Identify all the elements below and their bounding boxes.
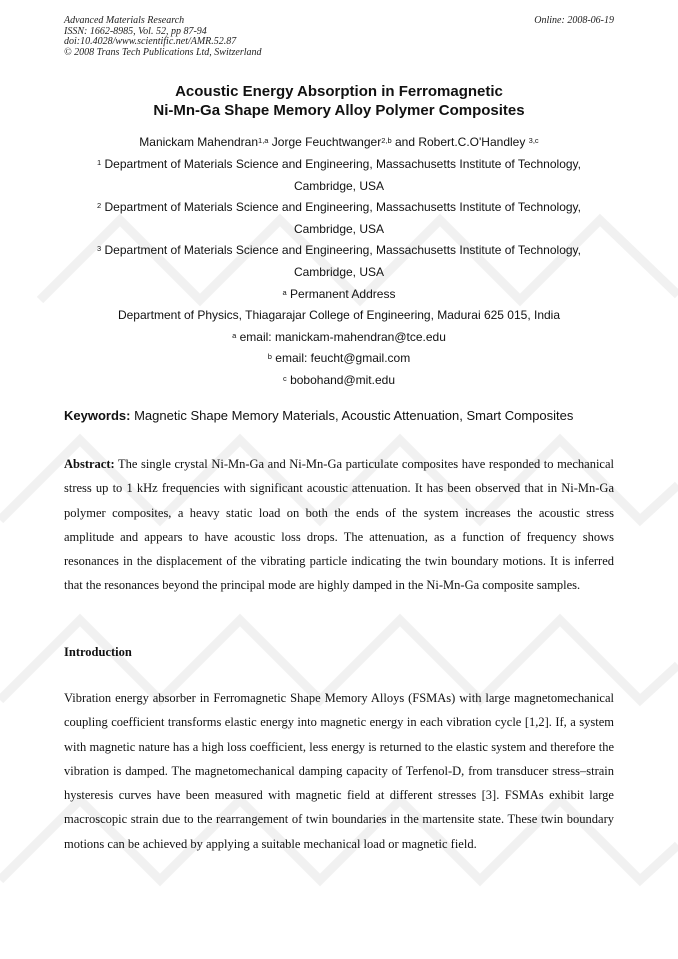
affiliation-3 xyxy=(60,240,618,283)
issn-line: ISSN: 1662-8985, Vol. 52, pp 87-94 xyxy=(64,25,207,37)
title-line-1: Acoustic Energy Absorption in Ferromagnetic xyxy=(175,83,503,100)
author-3: and Robert.C.O'Handley xyxy=(391,135,529,149)
affiliation-2-line1: Department of Materials Science and Engineering, Massachusetts Institute of Technology, xyxy=(101,200,581,214)
affiliation-3-line1: Department of Materials Science and Engineering, Massachusetts Institute of Technology, xyxy=(101,243,581,257)
title-line-2: Ni-Mn-Ga Shape Memory Alloy Polymer Composites xyxy=(153,102,525,119)
author-list xyxy=(60,132,618,154)
email-2 xyxy=(60,348,618,370)
permanent-text: Permanent Address xyxy=(286,287,396,301)
affiliation-2-line2: Cambridge, USA xyxy=(293,221,385,236)
online-date: Online: 2008-06-19 xyxy=(534,15,614,26)
author-3-sup: 3,c xyxy=(528,136,539,145)
introduction-text: Vibration energy absorber in Ferromagnetic Shape Memory Alloys (FSMAs) with large magnetomechanical coupling coefficient transforms elastic energy into magnetic energy in each vibration cycle [1,2]. If, a system with magnetic nature has a high loss coefficient, less energy is returned to the elastic system and therefore the vibration is damped. The magnetomechanical damping capacity of Terfenol-D, from transducer stress–strain hysteresis curves have been measured with magnetic field at different stresses [3]. FSMAs exhibit large macroscopic strain due to the rearrangement of twin boundaries in the martensite state. These twin boundary motions can be achieved by applying a suitable mechanical load or magnetic field. xyxy=(64,691,614,851)
keywords-label: Keywords: xyxy=(64,408,131,423)
affiliation-2-sup: 2 xyxy=(97,201,102,210)
keywords xyxy=(64,408,624,423)
author-2-sup: 2,b xyxy=(381,136,392,145)
journal-header xyxy=(64,16,394,58)
department-line: Department of Physics, Thiagarajar College of Engineering, Madurai 625 015, India xyxy=(117,308,561,322)
abstract xyxy=(64,452,614,598)
introduction-heading: Introduction xyxy=(64,645,132,659)
affiliation-2 xyxy=(60,197,618,240)
keywords-text: Magnetic Shape Memory Materials, Acoustic Attenuation, Smart Composites xyxy=(130,408,574,423)
affiliation-1-sup: 1 xyxy=(97,158,102,167)
affiliation-1-line1: Department of Materials Science and Engineering, Massachusetts Institute of Technology, xyxy=(101,157,581,171)
affiliation-1-line2: Cambridge, USA xyxy=(293,178,385,193)
author-2: Jorge Feuchtwanger xyxy=(268,135,382,149)
affiliation-3-line2: Cambridge, USA xyxy=(293,264,385,279)
email-3-text: bobohand@mit.edu xyxy=(286,373,395,387)
email-1-sup: a xyxy=(232,331,237,340)
email-3 xyxy=(60,370,618,392)
paper-title xyxy=(0,82,678,120)
permanent-sup: a xyxy=(282,288,287,297)
email-3-sup: c xyxy=(282,374,287,383)
doi-line: doi:10.4028/www.scientific.net/AMR.52.87 xyxy=(64,36,237,47)
affiliation-1 xyxy=(60,154,618,197)
email-1 xyxy=(60,327,618,349)
copyright-line: © 2008 Trans Tech Publications Ltd, Switzerland xyxy=(64,46,262,58)
author-1-sup: 1,a xyxy=(258,136,269,145)
permanent-address-label xyxy=(60,284,618,306)
abstract-text: The single crystal Ni-Mn-Ga and Ni-Mn-Ga particulate composites have responded to mechanical stress up to 1 kHz frequencies with significant acoustic attenuation. It has been observed that in Ni-Mn-Ga polymer composites, a heavy static load on both the ends of the system increases the acoustic stress amplitude and appears to have acoustic loss drops. The attenuation, as a function of frequency shows resonances in the displacement of the vibrating particle indicating the twin boundary motions. It is inferred that the resonances beyond the principal mode are highly damped in the Ni-Mn-Ga composite samples. xyxy=(64,457,614,593)
email-2-text: email: feucht@gmail.com xyxy=(271,351,411,365)
abstract-label: Abstract: xyxy=(64,457,115,471)
journal-name: Advanced Materials Research xyxy=(64,15,185,26)
email-1-text: email: manickam-mahendran@tce.edu xyxy=(236,330,446,344)
author-1: Manickam Mahendran xyxy=(139,135,259,149)
affiliation-3-sup: 3 xyxy=(97,244,102,253)
email-2-sup: b xyxy=(267,352,272,361)
